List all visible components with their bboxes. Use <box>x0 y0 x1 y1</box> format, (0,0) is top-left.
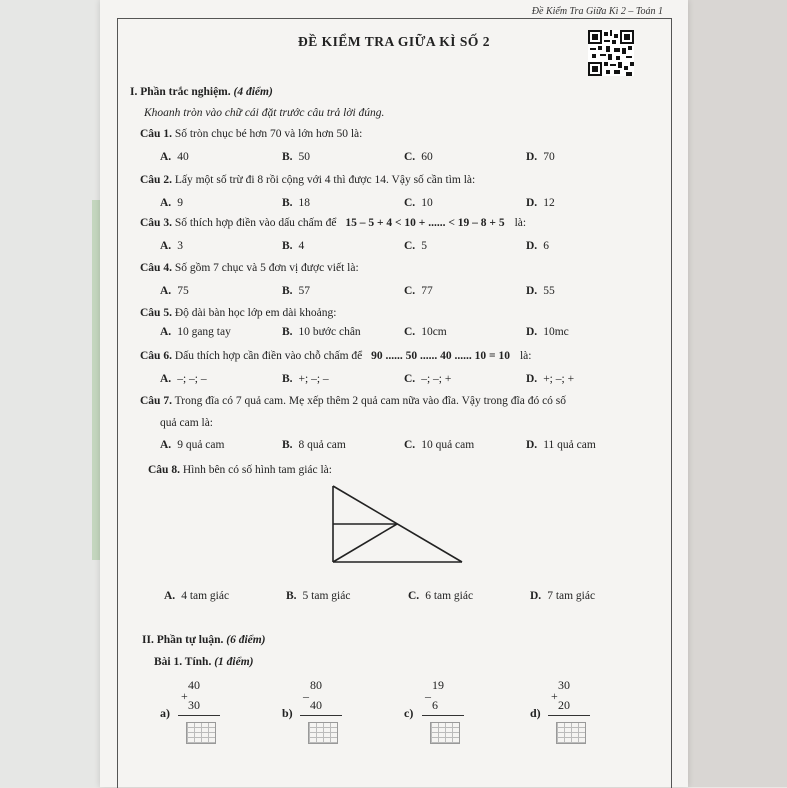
question-1-option-b[interactable] <box>282 151 310 163</box>
option-letter: A. <box>160 240 172 252</box>
calc-1-underline <box>178 715 220 716</box>
question-4-option-c[interactable] <box>404 285 433 297</box>
triangle-figure <box>328 484 466 564</box>
question-6 <box>140 350 531 362</box>
question-8-option-b[interactable] <box>286 590 350 602</box>
option-letter: B. <box>282 197 293 209</box>
option-value: 10 quả cam <box>421 439 475 451</box>
option-value: 11 quả cam <box>543 439 596 451</box>
option-letter: A. <box>160 151 172 163</box>
option-value: 5 tam giác <box>302 590 351 602</box>
option-letter: D. <box>526 197 538 209</box>
calc-4-operator: + <box>551 689 558 703</box>
question-1-option-d[interactable] <box>526 151 555 163</box>
option-letter: B. <box>282 285 293 297</box>
page-title: ĐỀ KIỂM TRA GIỮA KÌ SỐ 2 <box>297 34 491 49</box>
question-4-option-a[interactable] <box>160 285 189 297</box>
question-tail: là: <box>519 350 532 362</box>
calc-2-top-number: 80 <box>310 678 322 692</box>
part2-heading: II. Phần tự luận. (6 điểm) <box>142 634 266 646</box>
option-value: +; –; – <box>298 373 329 385</box>
option-letter: B. <box>282 151 293 163</box>
question-6-option-b[interactable] <box>282 373 329 385</box>
question-label: Câu 2. <box>140 174 172 186</box>
option-value: 6 tam giác <box>425 590 474 602</box>
option-value: 70 <box>543 151 555 163</box>
question-8-option-c[interactable] <box>408 590 473 602</box>
option-value: –; –; + <box>421 373 452 385</box>
question-6-option-c[interactable] <box>404 373 451 385</box>
calc-3-underline <box>422 715 464 716</box>
calc-3-operator: – <box>425 689 431 703</box>
option-value: 10mc <box>543 326 569 338</box>
calc-1-operator: + <box>181 689 188 703</box>
question-label: Câu 6. <box>140 350 172 362</box>
option-letter: C. <box>408 590 420 602</box>
option-letter: A. <box>160 285 172 297</box>
option-letter: D. <box>526 240 538 252</box>
option-letter: B. <box>282 326 293 338</box>
option-value: 60 <box>421 151 433 163</box>
calc-2-label: b) <box>282 706 293 720</box>
option-letter: C. <box>404 151 416 163</box>
calc-3-answer-box[interactable] <box>430 722 460 744</box>
option-letter: B. <box>282 373 293 385</box>
option-letter: B. <box>282 240 293 252</box>
option-value: 57 <box>298 285 311 297</box>
calc-2-bottom-number: 40 <box>310 698 322 712</box>
option-value: 75 <box>177 285 189 297</box>
option-letter: C. <box>404 285 416 297</box>
option-letter: B. <box>286 590 297 602</box>
option-letter: C. <box>404 326 416 338</box>
question-2-option-d[interactable] <box>526 197 555 209</box>
option-letter: A. <box>160 197 172 209</box>
calc-3-bottom-number: 6 <box>432 698 438 712</box>
question-text: Số gồm 7 chục và 5 đơn vị được viết là: <box>174 262 359 274</box>
option-letter: B. <box>282 439 293 451</box>
calc-3-label: c) <box>404 706 414 720</box>
calc-2-underline <box>300 715 342 716</box>
question-7-option-c[interactable] <box>404 439 474 451</box>
question-label: Câu 1. <box>140 128 172 140</box>
question-7-option-a[interactable] <box>160 439 224 451</box>
option-value: 5 <box>421 240 427 252</box>
option-letter: D. <box>526 285 538 297</box>
question-6-option-a[interactable] <box>160 373 207 385</box>
option-value: 4 tam giác <box>181 590 230 602</box>
qr-code-icon <box>588 30 634 76</box>
option-letter: D. <box>526 373 538 385</box>
question-text: Hình bên có số hình tam giác là: <box>182 464 332 476</box>
calc-4-answer-box[interactable] <box>556 722 586 744</box>
calc-1-answer-box[interactable] <box>186 722 216 744</box>
option-value: +; –; + <box>543 373 575 385</box>
option-letter: D. <box>526 439 538 451</box>
option-value: 7 tam giác <box>547 590 596 602</box>
question-label: Câu 4. <box>140 262 172 274</box>
question-expression: 90 ...... 50 ...... 40 ...... 10 = 10 <box>371 350 510 362</box>
option-value: –; –; – <box>177 373 207 385</box>
question-3-option-b[interactable] <box>282 240 304 252</box>
option-letter: C. <box>404 197 416 209</box>
question-text: Độ dài bàn học lớp em dài khoảng: <box>174 307 337 319</box>
question-2 <box>140 174 475 186</box>
option-letter: A. <box>160 373 172 385</box>
question-5-option-a[interactable] <box>160 326 231 338</box>
option-letter: D. <box>526 151 538 163</box>
part1-instruction: Khoanh tròn vào chữ cái đặt trước câu trả lời đúng. <box>144 107 385 119</box>
question-7-option-b[interactable] <box>282 439 346 451</box>
calc-4-bottom-number: 20 <box>558 698 570 712</box>
question-label: Câu 8. <box>148 464 180 476</box>
calc-2-answer-box[interactable] <box>308 722 338 744</box>
option-value: 6 <box>543 240 549 252</box>
calc-4-underline <box>548 715 590 716</box>
option-letter: C. <box>404 439 416 451</box>
option-letter: A. <box>160 439 172 451</box>
calc-4-top-number: 30 <box>558 678 570 692</box>
calc-1-label: a) <box>160 706 170 720</box>
question-4-option-b[interactable] <box>282 285 310 297</box>
question-2-option-b[interactable] <box>282 197 310 209</box>
question-5-option-d[interactable] <box>526 326 569 338</box>
bai1-heading: Bài 1. Tính. (1 điểm) <box>154 656 254 668</box>
question-label: Câu 3. <box>140 217 172 229</box>
question-label: Câu 7. <box>140 395 172 407</box>
question-1 <box>140 128 362 140</box>
question-2-option-c[interactable] <box>404 197 433 209</box>
question-6-option-d[interactable] <box>526 373 574 385</box>
question-8 <box>148 464 332 476</box>
calc-4-label: d) <box>530 706 541 720</box>
option-value: 77 <box>421 285 433 297</box>
question-4 <box>140 262 359 274</box>
question-text: Lấy một số trừ đi 8 rồi cộng với 4 thì được 14. Vậy số cần tìm là: <box>174 174 476 186</box>
option-value: 3 <box>177 240 183 252</box>
option-value: 10 bước chân <box>298 326 361 338</box>
option-value: 55 <box>543 285 555 297</box>
part1-heading: I. Phần trắc nghiệm. (4 điểm) <box>130 86 273 98</box>
option-value: 10cm <box>421 326 447 338</box>
question-text: Trong đĩa có 7 quả cam. Mẹ xếp thêm 2 quả cam nữa vào đĩa. Vậy trong đĩa đó có số <box>174 395 567 407</box>
question-text: Số thích hợp điền vào dấu chấm để <box>174 217 337 229</box>
option-value: 9 quả cam <box>177 439 225 451</box>
question-3-option-a[interactable] <box>160 240 183 252</box>
option-value: 4 <box>298 240 305 252</box>
option-letter: C. <box>404 373 416 385</box>
question-3 <box>140 217 526 229</box>
question-5-option-b[interactable] <box>282 326 361 338</box>
question-expression: 15 – 5 + 4 < 10 + ...... < 19 – 8 + 5 <box>345 217 505 229</box>
question-7 <box>140 395 566 407</box>
question-8-option-d[interactable] <box>530 590 595 602</box>
question-4-option-d[interactable] <box>526 285 555 297</box>
header-note: Đề Kiểm Tra Giữa Kì 2 – Toán 1 <box>531 6 663 17</box>
question-7-option-d[interactable] <box>526 439 596 451</box>
question-text: Dấu thích hợp cần điền vào chỗ chấm để <box>174 350 363 362</box>
option-letter: C. <box>404 240 416 252</box>
calc-1-bottom-number: 30 <box>188 698 200 712</box>
option-value: 8 quả cam <box>298 439 346 451</box>
question-1-option-a[interactable] <box>160 151 189 163</box>
option-value: 12 <box>543 197 555 209</box>
option-letter: D. <box>530 590 542 602</box>
calc-2-operator: – <box>303 689 309 703</box>
option-value: 50 <box>298 151 311 163</box>
question-text-continued: quả cam là: <box>160 417 214 429</box>
calc-3-top-number: 19 <box>432 678 444 692</box>
option-value: 40 <box>177 151 189 163</box>
option-letter: A. <box>164 590 176 602</box>
question-1-option-c[interactable] <box>404 151 433 163</box>
question-3-option-d[interactable] <box>526 240 549 252</box>
option-value: 10 gang tay <box>177 326 231 338</box>
exam-page <box>100 0 688 787</box>
right-background <box>677 0 787 787</box>
question-text: Số tròn chục bé hơn 70 và lớn hơn 50 là: <box>174 128 363 140</box>
option-letter: D. <box>526 326 538 338</box>
question-8-option-a[interactable] <box>164 590 229 602</box>
option-letter: A. <box>160 326 172 338</box>
calc-1-top-number: 40 <box>188 678 200 692</box>
option-value: 10 <box>421 197 433 209</box>
question-label: Câu 5. <box>140 307 172 319</box>
question-3-option-c[interactable] <box>404 240 427 252</box>
question-2-option-a[interactable] <box>160 197 183 209</box>
question-5 <box>140 307 336 319</box>
option-value: 9 <box>177 197 183 209</box>
question-tail: là: <box>514 217 527 229</box>
option-value: 18 <box>298 197 311 209</box>
question-5-option-c[interactable] <box>404 326 447 338</box>
